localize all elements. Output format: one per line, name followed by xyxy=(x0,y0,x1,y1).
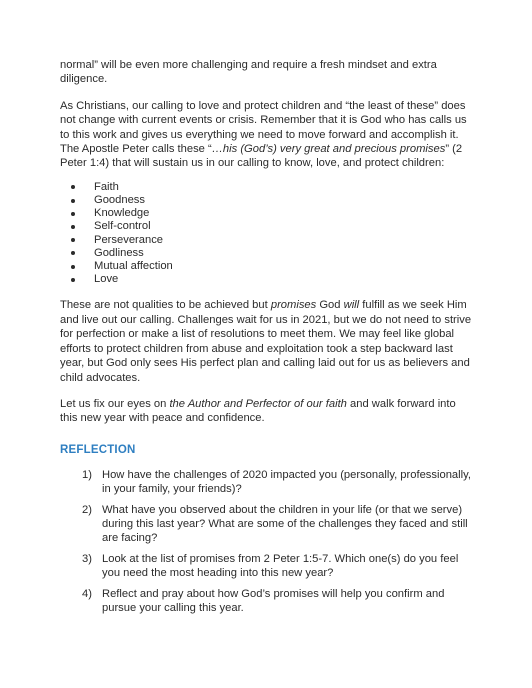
calling-text-c: ” (2 Peter 1:4) that will sustain us in our calling to know, love, and protect children: xyxy=(60,143,463,170)
promises-text-c: God xyxy=(316,299,344,312)
list-item xyxy=(82,503,472,546)
will-italic: will xyxy=(343,299,360,312)
list-item: Love xyxy=(70,273,472,286)
calling-text-a: As Christians, our calling to love and protect children and “the least of these” does not change with current events or crisis. Remember that it is God who has calls us to this work and gives us everything we need to move forward and accomplish it. The Apostle Peter calls these “ xyxy=(60,99,467,156)
fix-eyes-text-a: Let us fix our eyes on xyxy=(60,397,170,410)
promises-italic: promises xyxy=(270,299,317,312)
promises-text-e: fulfill as we seek Him and live out our calling. Challenges wait for us in 2021, but we do not need to strive for perfection or make a list of resolutions to meet them. We may feel like global efforts to protect children from abuse and exploitation took a step backward last year, but God only sees His perfect plan and calling laid out for us as believers and child advocates. xyxy=(60,299,472,384)
question-text: What have you observed about the children in your life (or that we serve) during this last year? What are some of the challenges they faced and still are facing? xyxy=(102,503,468,545)
question-text: How have the challenges of 2020 impacted you (personally, professionally, in your family, your friends)? xyxy=(102,468,471,496)
reflection-questions xyxy=(60,468,472,616)
question-text: Reflect and pray about how God’s promises will help you confirm and pursue your calling this year. xyxy=(102,587,445,614)
question-number: 2) xyxy=(82,503,92,516)
question-text: Look at the list of promises from 2 Peter 1:5-7. Which one(s) do you feel you need the most heading into this new year? xyxy=(102,552,459,580)
paragraph-fix-eyes xyxy=(60,397,472,426)
calling-quote-italic: …his (God’s) very great and precious promises xyxy=(211,143,446,156)
list-item: Goodness xyxy=(70,194,472,207)
fix-eyes-text-c: and walk forward into this new year with peace and confidence. xyxy=(60,397,456,425)
promises-text-a: These are not qualities to be achieved but xyxy=(60,299,271,312)
list-item: Perseverance xyxy=(70,234,472,247)
question-number: 3) xyxy=(82,552,92,565)
list-item xyxy=(82,468,472,497)
list-item: Mutual affection xyxy=(70,260,472,273)
list-item xyxy=(82,587,472,616)
paragraph-normal-diligence: normal” will be even more challenging and require a fresh mindset and extra diligence. xyxy=(60,59,437,86)
reflection-heading: REFLECTION xyxy=(60,443,136,456)
author-perfector-italic: the Author and Perfector of our faith xyxy=(169,397,347,410)
question-number: 1) xyxy=(82,468,92,481)
list-item: Godliness xyxy=(70,247,472,260)
paragraph-calling xyxy=(60,99,472,171)
question-number: 4) xyxy=(82,587,92,600)
list-item xyxy=(82,552,472,581)
list-item: Faith xyxy=(70,181,472,194)
list-item: Self-control xyxy=(70,220,472,233)
paragraph-promises xyxy=(60,298,472,384)
list-item: Knowledge xyxy=(70,207,472,220)
promises-list xyxy=(60,181,472,287)
